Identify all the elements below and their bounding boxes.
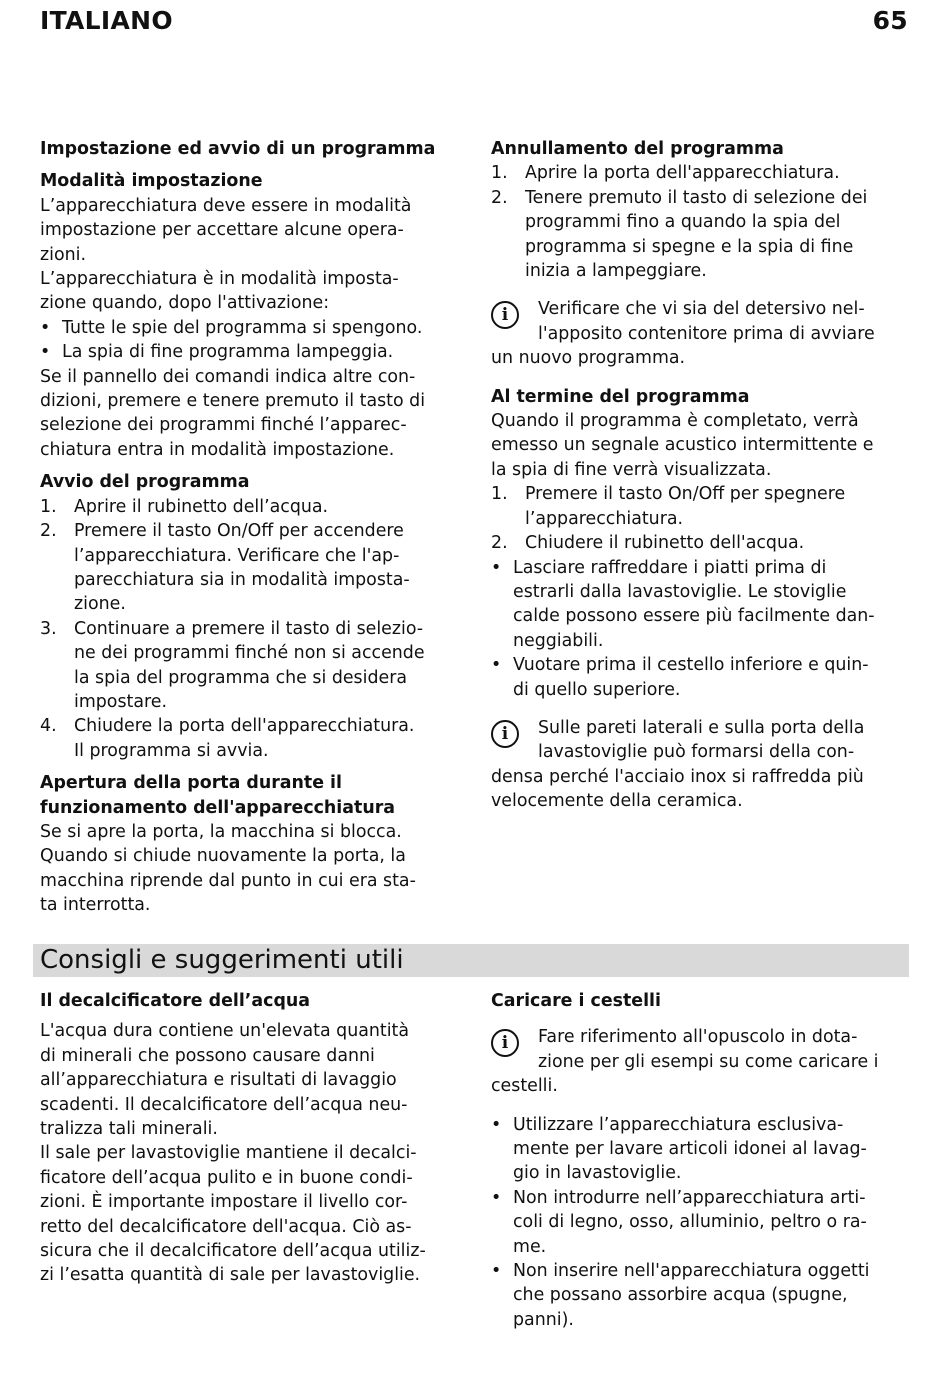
text-line: Sulle pareti laterali e sulla porta della — [538, 717, 865, 738]
text-line: emesso un segnale acustico intermittente e — [491, 435, 874, 456]
text-line: Premere il tasto On/Off per spegnere — [525, 484, 846, 505]
info-note-cestelli — [491, 1025, 909, 1098]
bullet-glyph: • — [491, 1114, 502, 1135]
bullet-glyph: • — [40, 317, 51, 338]
text-line: calde possono essere più facilmente dan- — [513, 606, 875, 627]
text-line: un nuovo programma. — [491, 348, 686, 369]
text-line: Non inserire nell'apparecchiatura oggetti — [513, 1261, 870, 1282]
list-item — [40, 714, 458, 763]
text-line: Non introdurre nell’apparecchiatura arti- — [513, 1187, 866, 1208]
avvio-steps — [40, 495, 458, 763]
text-line: ne dei programmi finché non si accende — [74, 643, 425, 664]
list-item — [491, 556, 909, 654]
text-line: zioni. È importante impostare il livello cor- — [40, 1192, 408, 1213]
left-top-column — [40, 137, 458, 918]
step-number: 3. — [40, 618, 57, 639]
text-line: Chiudere la porta dell'apparecchiatura. — [74, 716, 415, 737]
list-item — [491, 653, 909, 702]
text-line: densa perché l'acciaio inox si raffredda più — [491, 766, 864, 787]
text-line: l’apparecchiatura. — [525, 508, 684, 529]
text-line: impostazione per accettare alcune opera- — [40, 220, 404, 241]
bullet-glyph: • — [491, 557, 502, 578]
text-line: L'acqua dura contiene un'elevata quantità — [40, 1021, 410, 1042]
subheading-annullamento: Annullamento del programma — [491, 139, 784, 159]
text-line: Verificare che vi sia del detersivo nel- — [538, 299, 865, 320]
section-title: Consigli e suggerimenti utili — [40, 945, 404, 975]
text-line: parecchiatura sia in modalità imposta- — [74, 569, 410, 590]
list-item — [40, 340, 458, 364]
text-line: Lasciare raffreddare i piatti prima di — [513, 557, 827, 578]
section-heading-impostazione: Impostazione ed avvio di un programma — [40, 139, 436, 159]
header-language: ITALIANO — [40, 6, 173, 35]
step-number: 1. — [491, 484, 508, 505]
subheading-avvio: Avvio del programma — [40, 472, 250, 493]
list-item — [491, 1186, 909, 1259]
info-icon: i — [491, 1029, 519, 1057]
info-icon: i — [491, 301, 519, 329]
text-line: velocemente della ceramica. — [491, 791, 743, 812]
text-line: neggiabili. — [513, 630, 604, 651]
text-line: panni). — [513, 1309, 574, 1330]
text-line: zioni. — [40, 244, 86, 265]
text-line: Utilizzare l’apparecchiatura esclusiva- — [513, 1114, 844, 1135]
step-number: 2. — [40, 521, 57, 542]
text-line: chiatura entra in modalità impostazione. — [40, 439, 395, 460]
subheading-apertura — [40, 771, 458, 820]
text-line: all’apparecchiatura e risultati di lavaggio — [40, 1070, 397, 1091]
text-line: programma si spegne e la spia di fine — [525, 236, 854, 257]
text-line: inizia a lampeggiare. — [525, 261, 707, 282]
text-line: di quello superiore. — [513, 679, 681, 700]
text-line: gio in lavastoviglie. — [513, 1163, 682, 1184]
step-number: 1. — [40, 496, 57, 517]
text-line: Il sale per lavastoviglie mantiene il decalci- — [40, 1143, 417, 1164]
text-line: ta interrotta. — [40, 895, 151, 916]
subheading-decalcificatore: Il decalcificatore dell’acqua — [40, 991, 311, 1011]
step-number: 4. — [40, 716, 57, 737]
text-line: l'apposito contenitore prima di avviare — [538, 323, 875, 344]
info-icon: i — [491, 720, 519, 748]
list-item — [40, 316, 458, 340]
text-line: coli di legno, osso, alluminio, peltro o ra- — [513, 1212, 867, 1233]
bullet-glyph: • — [40, 342, 51, 363]
paragraph-apertura — [40, 820, 458, 918]
text-line: ficatore dell’acqua pulito e in buone condi- — [40, 1167, 413, 1188]
text-line: Il programma si avvia. — [74, 740, 269, 761]
text-line: selezione dei programmi finché l’apparec- — [40, 415, 407, 436]
list-item — [491, 531, 909, 555]
text-line: Se si apre la porta, la macchina si blocca. — [40, 821, 402, 842]
list-item — [491, 161, 909, 185]
text-line: Se il pannello dei comandi indica altre con- — [40, 366, 416, 387]
text-line: che possano assorbire acqua (spugne, — [513, 1285, 848, 1306]
text-line: Fare riferimento all'opuscolo in dota- — [538, 1027, 858, 1048]
text-line: scadenti. Il decalcificatore dell’acqua neu- — [40, 1094, 408, 1115]
list-item — [491, 1259, 909, 1332]
text-line: programmi fino a quando la spia del — [525, 212, 841, 233]
step-number: 2. — [491, 187, 508, 208]
text-line: La spia di fine programma lampeggia. — [62, 342, 394, 363]
list-item — [491, 482, 909, 531]
text-line: Apertura della porta durante il — [40, 773, 342, 794]
text-line: Continuare a premere il tasto di selezio- — [74, 618, 424, 639]
text-line: zione. — [74, 594, 126, 615]
text-line: me. — [513, 1236, 547, 1257]
text-line: L’apparecchiatura è in modalità imposta- — [40, 269, 399, 290]
step-number: 1. — [491, 163, 508, 184]
list-item — [40, 495, 458, 519]
text-line: Tutte le spie del programma si spengono. — [62, 317, 423, 338]
text-line: Quando si chiude nuovamente la porta, la — [40, 846, 406, 867]
text-line: Premere il tasto On/Off per accendere — [74, 521, 404, 542]
text-line: funzionamento dell'apparecchiatura — [40, 797, 396, 818]
right-top-column — [491, 137, 909, 814]
subheading-cestelli: Caricare i cestelli — [491, 991, 661, 1011]
text-line: Aprire il rubinetto dell’acqua. — [74, 496, 329, 517]
text-line: la spia di fine verrà visualizzata. — [491, 459, 772, 480]
text-line: Aprire la porta dell'apparecchiatura. — [525, 163, 840, 184]
bullet-glyph: • — [491, 1261, 502, 1282]
text-line: tralizza tali minerali. — [40, 1119, 218, 1140]
step-number: 2. — [491, 533, 508, 554]
paragraph-modalita — [40, 194, 458, 462]
paragraph-termine — [491, 409, 909, 702]
info-note-condensa — [491, 716, 909, 814]
text-line: cestelli. — [491, 1076, 558, 1097]
text-line: di minerali che possono causare danni — [40, 1045, 375, 1066]
text-line: l’apparecchiatura. Verificare che l'ap- — [74, 545, 400, 566]
list-item — [491, 1113, 909, 1186]
left-bottom-column — [40, 989, 458, 1288]
subheading-termine: Al termine del programma — [491, 386, 750, 407]
text-line: dizioni, premere e tenere premuto il tasto di — [40, 391, 426, 412]
list-item — [491, 186, 909, 284]
list-item — [40, 617, 458, 715]
info-note-detersivo — [491, 297, 909, 370]
text-line: estrarli dalla lavastoviglie. Le stoviglie — [513, 581, 847, 602]
text-line: L’apparecchiatura deve essere in modalità — [40, 195, 412, 216]
text-line: Quando il programma è completato, verrà — [491, 411, 859, 432]
section-title-band — [33, 944, 909, 977]
text-line: Vuotare prima il cestello inferiore e quin- — [513, 655, 869, 676]
right-bottom-column — [491, 989, 909, 1332]
text-line: zione per gli esempi su come caricare i — [538, 1051, 879, 1072]
bullet-glyph: • — [491, 1187, 502, 1208]
list-item — [40, 519, 458, 617]
text-line: lavastoviglie può formarsi della con- — [538, 742, 855, 763]
text-line: mente per lavare articoli idonei al lavag- — [513, 1139, 867, 1160]
text-line: sicura che il decalcificatore dell’acqua utiliz- — [40, 1241, 426, 1262]
text-line: zione quando, dopo l'attivazione: — [40, 293, 330, 314]
text-line: Tenere premuto il tasto di selezione dei — [525, 187, 868, 208]
cestelli-bullets — [491, 1113, 909, 1333]
text-line: zi l’esatta quantità di sale per lavastoviglie. — [40, 1265, 421, 1286]
text-line: Chiudere il rubinetto dell'acqua. — [525, 533, 805, 554]
annullamento-steps — [491, 161, 909, 283]
text-line: macchina riprende dal punto in cui era sta- — [40, 870, 416, 891]
subheading-modalita: Modalità impostazione — [40, 171, 263, 192]
page-number: 65 — [872, 6, 908, 35]
text-line: retto del decalcificatore dell'acqua. Ciò as- — [40, 1216, 412, 1237]
text-line: impostare. — [74, 691, 167, 712]
text-line: la spia del programma che si desidera — [74, 667, 407, 688]
paragraph-decalcificatore — [40, 1019, 458, 1287]
bullet-glyph: • — [491, 655, 502, 676]
